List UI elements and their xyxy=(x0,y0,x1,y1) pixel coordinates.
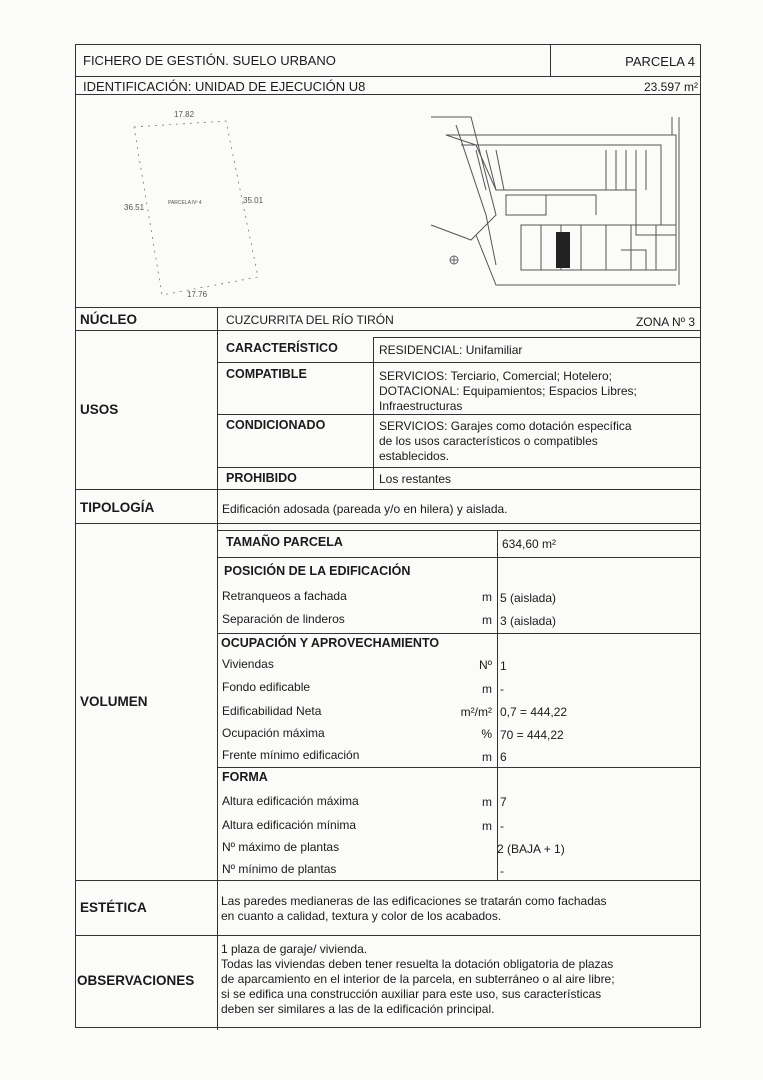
param-value: 2 (BAJA + 1) xyxy=(497,842,565,856)
uso-compatible-label: COMPATIBLE xyxy=(226,367,307,381)
nucleo-label: NÚCLEO xyxy=(80,312,137,327)
usos-label: USOS xyxy=(80,402,119,417)
param-name: Retranqueos a fachada xyxy=(222,589,347,603)
param-name: Frente mínimo edificación xyxy=(222,748,360,762)
param-name: Viviendas xyxy=(222,657,274,671)
header-row xyxy=(75,44,701,76)
sketch-right-length: 35.01 xyxy=(243,196,264,205)
param-value: 70 = 444,22 xyxy=(500,728,564,742)
identification: IDENTIFICACIÓN: UNIDAD DE EJECUCIÓN U8 xyxy=(83,79,366,94)
volumen-label: VOLUMEN xyxy=(80,694,148,709)
uso-condicionado-line: SERVICIOS: Garajes como dotación específica xyxy=(379,419,632,433)
param-unit: m xyxy=(482,682,492,696)
param-unit: Nº xyxy=(478,658,492,672)
uso-prohibido-label: PROHIBIDO xyxy=(226,471,297,485)
parcel-sketch xyxy=(134,121,258,295)
estetica-line: Las paredes medianeras de las edificaciones se tratarán como fachadas xyxy=(221,894,607,908)
uso-caracteristico-label: CARACTERÍSTICO xyxy=(226,341,338,355)
param-value: - xyxy=(500,864,504,878)
uso-condicionado-line: establecidos. xyxy=(379,449,450,463)
param-unit: m xyxy=(482,819,492,833)
param-value: - xyxy=(500,819,504,833)
param-value: - xyxy=(500,682,504,696)
param-name: Nº mínimo de plantas xyxy=(222,862,337,876)
uso-compatible-line: SERVICIOS: Terciario, Comercial; Hotelero; xyxy=(379,369,612,383)
parcel-number: PARCELA 4 xyxy=(625,54,695,69)
estetica-label: ESTÉTICA xyxy=(80,900,147,915)
tamano-parcela-value: 634,60 m² xyxy=(502,537,557,551)
param-name: Fondo edificable xyxy=(222,680,311,694)
param-unit: m xyxy=(482,795,492,809)
observaciones-line: 1 plaza de garaje/ vivienda. xyxy=(221,942,368,956)
param-value: 5 (aislada) xyxy=(500,591,557,605)
uso-condicionado-label: CONDICIONADO xyxy=(226,418,326,432)
tipologia-value: Edificación adosada (pareada y/o en hilera) y aislada. xyxy=(222,502,508,516)
posicion-label: POSICIÓN DE LA EDIFICACIÓN xyxy=(224,564,411,578)
sketch-parcel-label: PARCELA Nº 4 xyxy=(168,200,202,206)
param-unit: m xyxy=(482,590,492,604)
tamano-parcela-label: TAMAÑO PARCELA xyxy=(226,535,343,549)
param-value: 1 xyxy=(500,659,507,673)
sheet-title: FICHERO DE GESTIÓN. SUELO URBANO xyxy=(83,53,336,68)
observaciones-line: si se edifica una construcción auxiliar para este uso, sus características xyxy=(221,987,602,1001)
uso-compatible-line: Infraestructuras xyxy=(379,399,463,413)
sketch-bottom-length: 17.76 xyxy=(187,290,208,299)
site-plan xyxy=(431,117,679,285)
param-unit: % xyxy=(481,727,492,741)
sketch-left-length: 36.51 xyxy=(124,203,145,212)
uso-condicionado-line: de los usos característicos o compatibles xyxy=(379,434,598,448)
param-value: 7 xyxy=(500,795,507,809)
observaciones-line: de aparcamiento en el interior de la parcela, en subterráneo o al aire libre; xyxy=(221,972,615,986)
param-name: Nº máximo de plantas xyxy=(222,840,340,854)
param-name: Altura edificación mínima xyxy=(222,818,357,832)
tipologia-label: TIPOLOGÍA xyxy=(80,500,155,515)
estetica-line: en cuanto a calidad, textura y color de los acabados. xyxy=(221,909,502,923)
observaciones-line: deben ser similares a las de la edificación principal. xyxy=(221,1002,495,1016)
sketch-top-length: 17.82 xyxy=(174,110,195,119)
param-unit: m xyxy=(482,750,492,764)
param-unit: m xyxy=(482,613,492,627)
selected-parcel xyxy=(556,232,570,268)
uso-caracteristico-value: RESIDENCIAL: Unifamiliar xyxy=(379,343,523,357)
forma-label: FORMA xyxy=(222,770,268,784)
param-unit: m²/m² xyxy=(460,705,492,719)
param-value: 3 (aislada) xyxy=(500,614,557,628)
param-name: Edificabilidad Neta xyxy=(222,704,322,718)
zone-value: ZONA Nº 3 xyxy=(635,315,695,329)
param-name: Altura edificación máxima xyxy=(222,794,359,808)
nucleo-value: CUZCURRITA DEL RÍO TIRÓN xyxy=(226,313,394,327)
total-area: 23.597 m² xyxy=(643,80,698,94)
uso-prohibido-value: Los restantes xyxy=(379,472,452,486)
param-value: 6 xyxy=(500,750,507,764)
param-name: Ocupación máxima xyxy=(222,726,325,740)
uso-compatible-line: DOTACIONAL: Equipamientos; Espacios Libres; xyxy=(379,384,637,398)
observaciones-label: OBSERVACIONES xyxy=(77,973,195,988)
observaciones-line: Todas las viviendas deben tener resuelta la dotación obligatoria de plazas xyxy=(221,957,614,971)
param-value: 0,7 = 444,22 xyxy=(500,705,568,719)
param-name: Separación de linderos xyxy=(222,612,345,626)
ocupacion-label: OCUPACIÓN Y APROVECHAMIENTO xyxy=(221,636,440,650)
north-arrow-icon xyxy=(450,256,458,264)
